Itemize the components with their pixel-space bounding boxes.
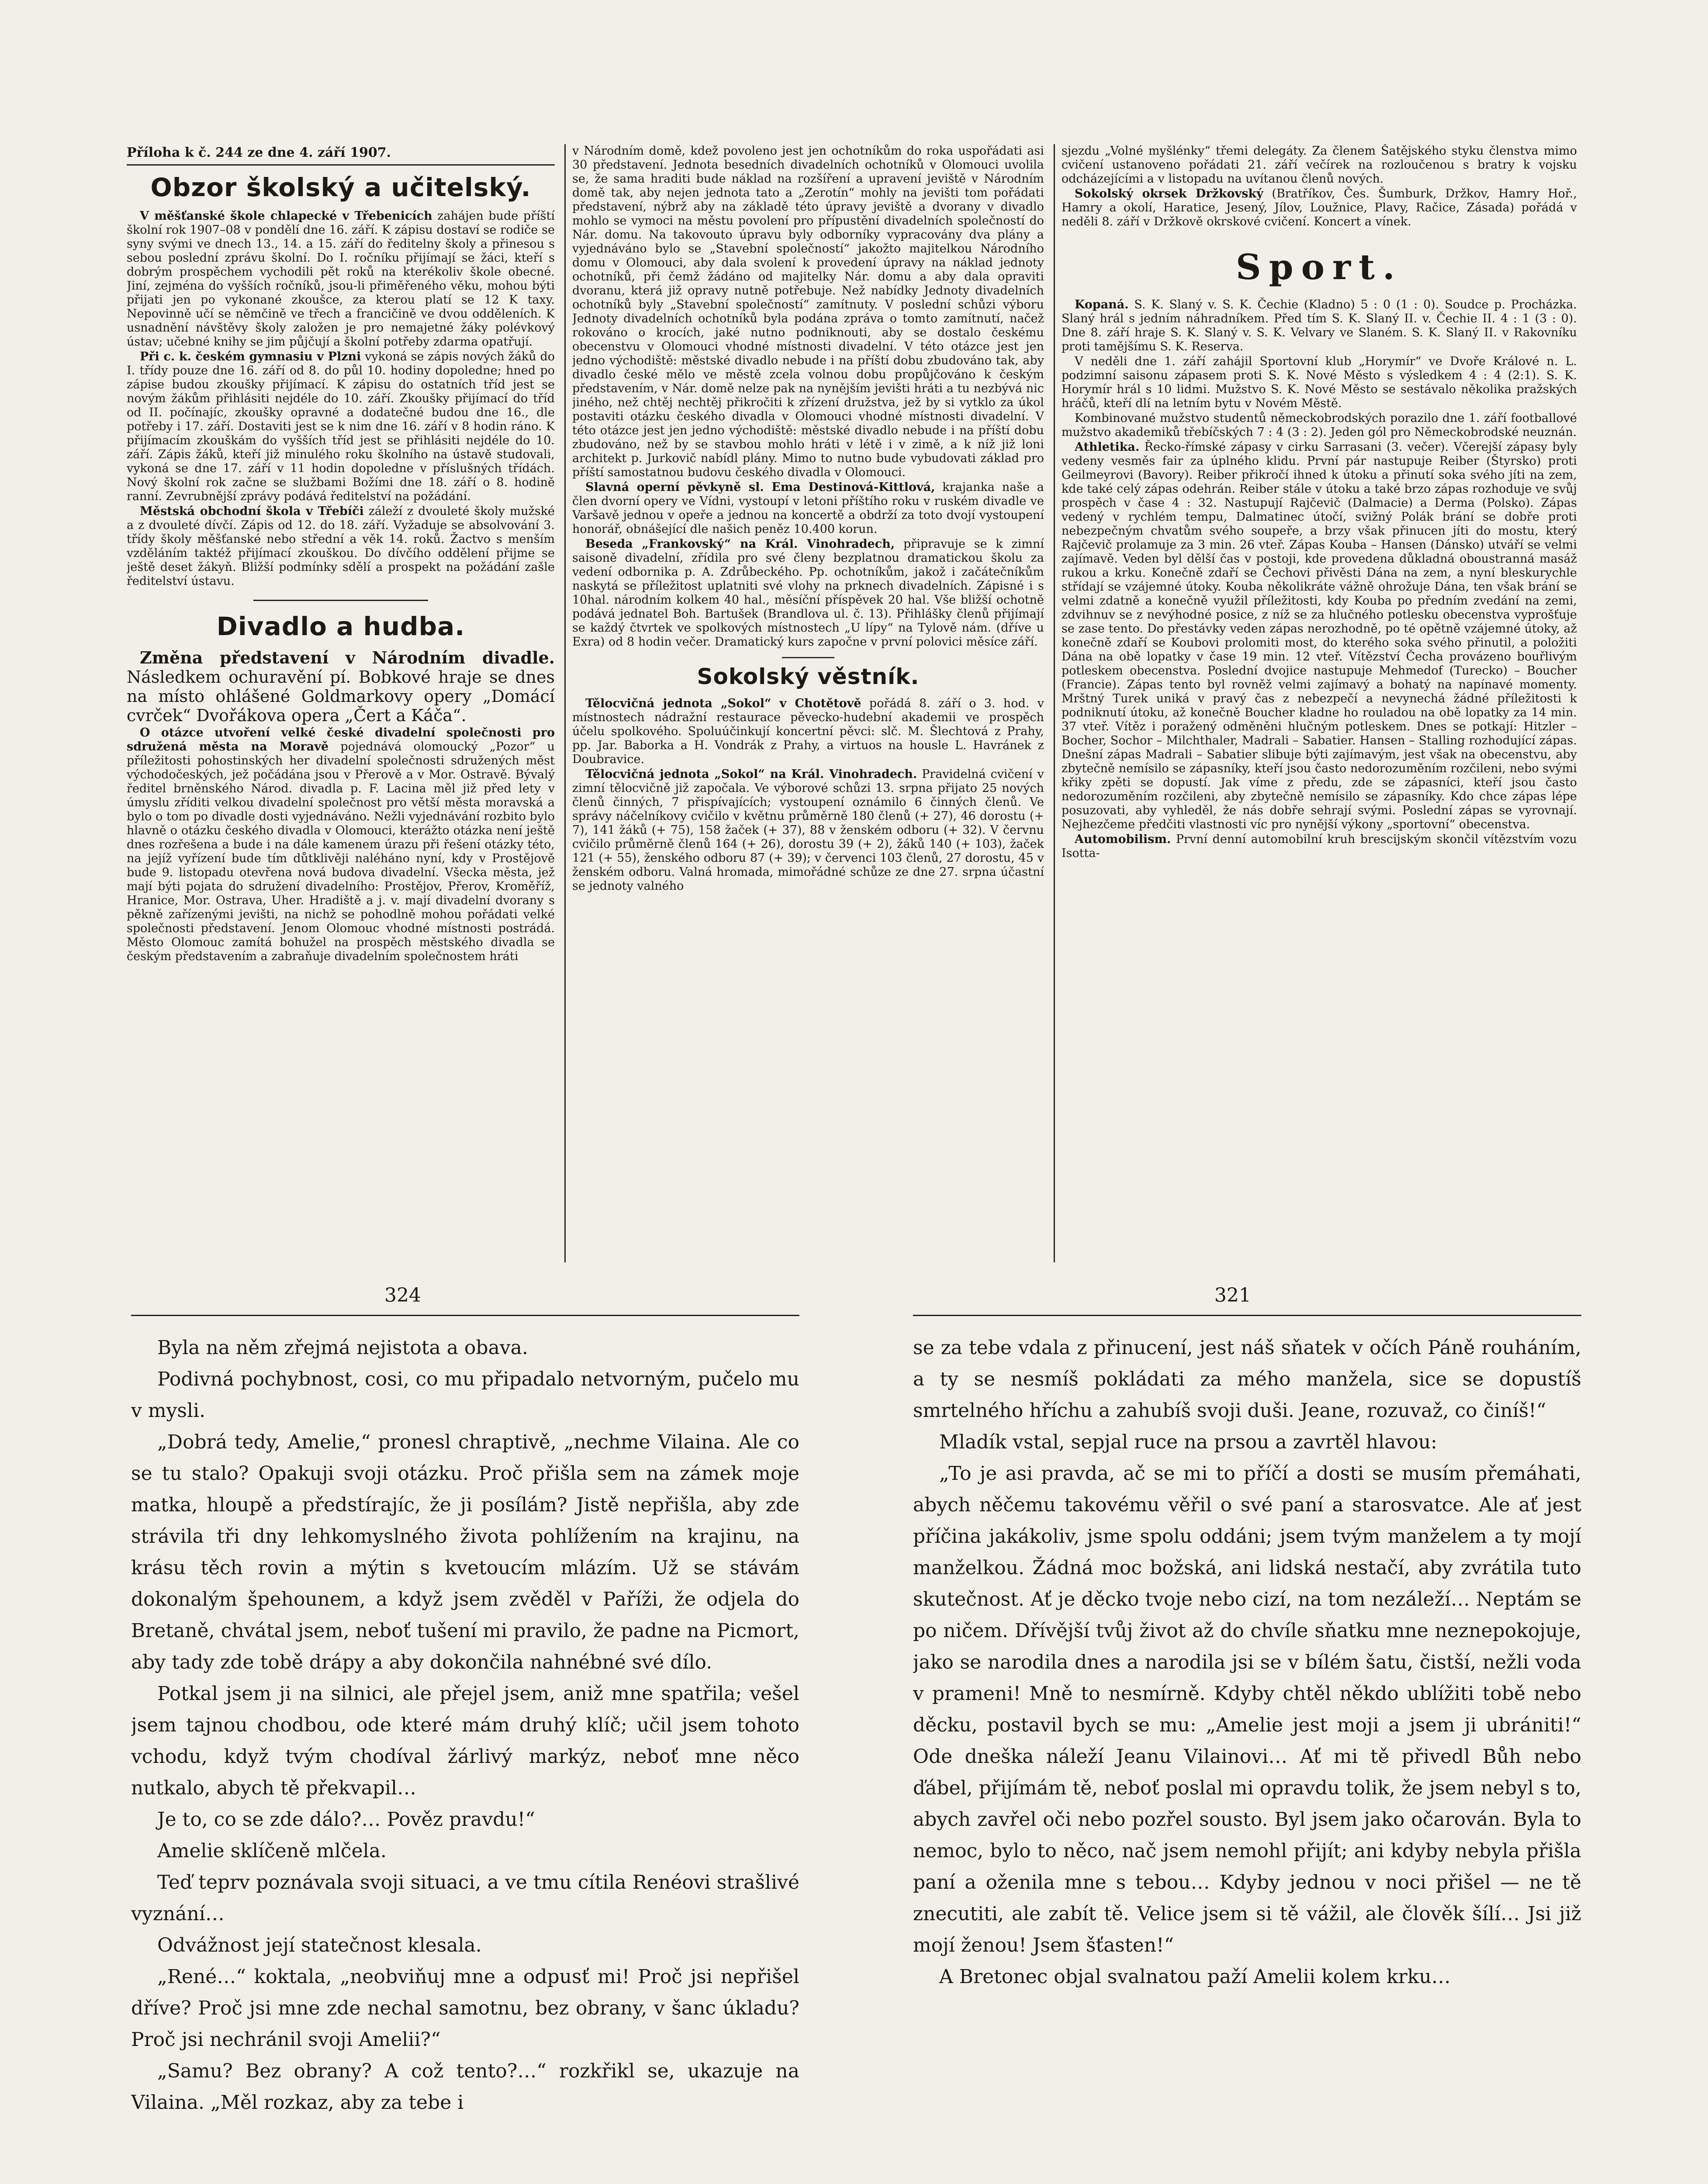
article: Sokolský okrsek Držkovský (Bratříkov, Čes. Šumburk, Držkov, Hamry Hoř., Hamry a okolí, Haratice, Jesený, Jílov, Loužnice, Plavy, Račice, Zásada) pořádá v neděli 8. září v Držkově okrskové cvičení. Koncert a vínek.	[1061, 187, 1577, 228]
article: Kombinované mužstvo studentů německobrodských porazilo dne 1. září footballové mužstvo akademiků třebíčských 7 : 4 (3 : 2). Jeden gól pro Německobrodské neuznán.	[1061, 411, 1577, 439]
section-title-sokol: Sokolský věstník.	[697, 664, 920, 689]
paragraph: Byla na něm zřejmá nejistota a obava.	[157, 1337, 528, 1359]
article: Městská obchodní škola v Třebíči záleží z dvouleté školy mužské a z dvouleté dívčí. Zápis od 12. do 18. září. Vyžaduje se absolvování 3. třídy školy měšťanské nebo střední a věk 14. roků. Žactvo s menším vzděláním taktéž přijímací zkouškou. Do dívčího oddělení přijme se ještě deset žákyň. Bližší podmínky sdělí a prospekt na požádání zašle ředitelství ústavu.	[127, 505, 555, 588]
article: V měšťanské škole chlapecké v Třebenicích zahájen bude příští školní rok 1907–08 v pondělí dne 16. září. K zápisu dostaví se rodiče se syny svými ve dnech 13., 14. a 15. září do ředitelny školy a přinesou s sebou poslední zprávu školní. Do I. ročníku přijímají se žáci, kteří s dobrým prospěchem vychodili pět roků na kterékoliv škole obecné. Jiní, zejména do vyšších ročníků, jsou-li přiměřeného věku, mohou býti přijati jen po vykonané zkoušce, za kterou platí se 12 K taxy. Nepovinně učí se němčině ve třech a francičině ve dvou odděleních. K usnadnění návštěvy školy založen je pro nemajetné žáky polévkový ústav; učebné knihy se jim půjčují a školní potřeby zdarma opatřují.	[127, 209, 555, 349]
column-rule	[564, 144, 566, 1262]
paragraph: Amelie sklíčeně mlčela.	[157, 1840, 387, 1862]
article: Automobilism. První denní automobilní kruh brescijským skončil vítězstvím vozu Isotta-	[1061, 833, 1577, 860]
article: Tělocvičná jednota „Sokol“ na Král. Vinohradech. Pravidelná cvičení v zimní tělocvičně již započala. Ve výborové schůzi 13. srpna přijato 25 nových členů činných, 7 přispívajících; vystoupení oznámilo 6 činných členů. Ve správy náčelníkovy cvičilo v květnu průměrně 180 členů (+ 27), 46 dorostu (+ 7), 141 žáků (+ 75), 158 žaček (+ 37), 88 v ženském odboru (+ 32). V červnu cvičilo průměrně členů 164 (+ 26), dorostu 39 (+ 2), žáků 140 (+ 103), žaček 121 (+ 55), ženského odboru 87 (+ 39); v červenci 103 členů, 27 dorostu, 45 v ženském odboru. Valná hromada, mimořádné schůze ze dne 27. srpna účastní se jednoty valného	[572, 767, 1044, 893]
divider	[913, 1315, 1581, 1316]
paragraph: Podivná pochybnost, cosi, co mu připadalo netvorným, pučelo mu v mysli.	[131, 1368, 799, 1422]
issue-header: Příloha k č. 244 ze dne 4. září 1907.	[127, 144, 555, 166]
paragraph: se za tebe vdala z přinucení, jest náš sňatek v očích Páně rouháním, a ty se nesmíš pokládati za mého manžela, sice se dopustíš smrtelného hříchu a zahubíš svoji duši. Jeane, rozuvaž, co činíš!“	[913, 1337, 1581, 1422]
article: sjezdu „Volné myšlénky“ třemi delegáty. Za členem Šatějského styku členstva mimo cvičení ustanoveno pořádati 21. září večírek na rozloučenou s bratry k vojsku odcházejícími a v listopadu na uvítanou členů nových.	[1061, 144, 1577, 186]
section-title-theatre: Divadlo a hudba.	[216, 612, 465, 641]
paragraph: Je to, co se zde dálo?… Pověz pravdu!“	[157, 1808, 535, 1831]
article: Athletika. Řecko-římské zápasy v cirku Sarrasani (3. večer). Včerejší zápasy byly vedeny vesměs fair za úplného klidu. První pár nastupuje Reiber (Štyrsko) proti Geilmeyrovi (Bavory). Reiber přikročí ihned k útoku a přinutí soka svého jíti na zem, kde také celý zápas odehrán. Reiber stále v útoku a také brzo zápas rozhoduje ve svůj prospěch v čase 4 : 32. Nastupují Rajčevič (Dalmacie) a Derma (Polsko). Zápas vedený v rychlém tempu, Dalmatinec útočí, svižný Polák brání se dobře proti nebezpečným chvatům svého soupeře, a brzy však přinucen jíti do mostu, který Rajčevič prolamuje za 3 min. 26 vteř. Zápas Kouba – Hansen (Dánsko) utváří se velmi zajímavě. Veden byl dělší čas v postoji, kde provedena důkladná oboustranná masáž rukou a krku. Konečně zdaří se Čechovi přivěsti Dána na zem, a nyní bleskurychle střídají se vzájemné útoky. Kouba několikráte vážně ohrožuje Dána, ten však brání se velmi zdatně a konečně využil příležitosti, kdy Kouba po předním zvedání na zemi, zdvihnuv se z nevýhodné posice, z níž se za hlučného potlesku obecenstva vyprošťuje se zase tento. Do přestávky veden zápas nerozhodně, po té opětně vzájemné útoky, až konečně zdaří se Koubovi prolomiti most, do kterého soka svého přinutil, a položiti Dána na obě lopatky v čase 19 min. 12 vteř. Vítězství Čecha provázeno bouřlivým potleskem obecenstva. Poslední dvojice nastupuje Mehmedof (Turecko) – Boucher (Francie). Zápas tento byl rovněž velmi zajímavý a bohatý na napínavé momenty. Mrštný Turek uniká v pravý čas z nebezpečí a nevynechá žádné příležitosti k podniknutí útoku, až konečně Boucher kladne ho rouladou na obě lopatky za 14 min. 37 vteř. Vítěz i poražený odměněni hlučným potleskem. Dnes se potkají: Hitzler – Bocher, Sochor – Milchthaler, Madrali – Sabatier. Hansen – Stalling rozhodující zápas. Dnešní zápas Madrali – Sabatier slibuje býti zajímavým, jest však na obecenstvu, aby zbytečně nemísilo se zápasníky, kteří jsou často nedorozuměním rozčileni, nebo svými křiky zpěti se dopustí. Jak víme z předu, zde se zápasníci, kteří jsou často nedorozuměním rozčileni, aby zbytečně nemísilo se zápasníky. Kdo chce zápas lépe posuzovati, aby vyhleděl, že nás dobře sehrají svými. Poslední zápas se vyrovnají. Nejhezčeme předčiti vlastnosti víc pro nynější výkony „sportovní“ obecenstva.	[1061, 440, 1577, 831]
column-2	[572, 144, 1044, 1267]
article: v Národním domě, kdež povoleno jest jen ochotníkům do roka uspořádati asi 30 představení. Jednota besedních divadelních ochotníků v Olomouci uvolila se, že sama hraditi bude náklad na rozšíření a upravení jeviště v Národním domě tak, aby nejen jednota tato a „Zerotín“ mohly na jevišti tom pořádati představení, nýbrž aby na základě této úpravy jeviště a dvorany v divadlo mohlo se vymoci na městu povolení pro přípustění divadelních společností do Nár. domu. Na takovouto úpravu byly odborníky vypracovány dva plány a vyjednáváno bylo se „Stavební společností“ jakožto majitelkou Národního domu v Olomouci, aby dala svolení k provedení úpravy na náklad jednoty ochotníků, při čemž žádáno od majitelky Nár. domu a aby dala opraviti dvoranu, která již opravy nutně potřebuje. Než nabídky Jednoty divadelních ochotníků byly „Stavební společností“ zamítnuty. V poslední schůzi výboru Jednoty divadelních ochotníků byla podána zpráva o tomto zamítnutí, načež rokováno o krocích, jaké nutno podniknouti, aby se dostalo českému obecenstvu v Olomouci vhodné místnosti divadelní. V této otázce jest jen jedno východiště: městské divadlo nebude i na příští dobu zbudováno tak, aby divadlo české mělo ve městě zcela volnou dobu propůjčováno k českým představením, v Nár. domě nelze pak na nynějším jevišti hráti a tu nezbývá nic jiného, než chtěj nechtěj přikročiti k zřízení družstva, jež by si vytklo za úkol postaviti otázku českého divadla v Olomouci vhodné místnosti divadelní. V této otázce jest jen jedno východiště: městské divadlo nebude i na příští dobu zbudováno, než by se stavbou mohlo hráti v létě i v zimě, a k níž již loni architekt p. Jurkovič nabídl plány. Mimo to nutno bude vybudovati základ pro příští samostatnou budovu českého divadla v Olomouci.	[572, 144, 1044, 479]
page-number-left: 324	[384, 1284, 421, 1306]
article: Kopaná. S. K. Slaný v. S. K. Čechie (Kladno) 5 : 0 (1 : 0). Soudce p. Procházka. Slaný hrál s jedním náhradníkem. Před tím S. K. Slaný II. v. Čechie II. 4 : 1 (3 : 0). Dne 8. září hraje S. K. Slaný v. S. K. Velvary ve Slaném. S. K. Slaný II. v Rakovníku proti tamějšímu S. K. Reserva.	[1061, 298, 1577, 353]
novel-column-left	[131, 1332, 799, 2184]
paragraph: Odvážnost její statečnost klesala.	[157, 1934, 482, 1956]
article: Tělocvičná jednota „Sokol“ v Chotětově pořádá 8. září o 3. hod. v místnostech nádražní restaurace pěvecko-hudební akademii ve prospěch účelu spolkového. Spoluúčinkují koncertní pěvci: slč. M. Šlechtová z Prahy, pp. Jar. Baborka a H. Vondrák z Prahy, a virtuos na housle L. Havránek z Doubravice.	[572, 697, 1044, 766]
column-rule	[1054, 144, 1055, 1262]
divider	[253, 600, 428, 601]
paragraph: „To je asi pravda, ač se mi to příčí a dosti se musím přemáhati, abych něčemu takovému věřil o své paní a starosvatce. Ale ať jest příčina jakákoliv, jsme spolu oddáni; jsem tvým manželem a ty mojí manželkou. Žádná moc božská, ani lidská nestačí, aby zvrátila tuto skutečnost. Ať je děcko tvoje nebo cizí, na tom nezáleží… Neptám se po ničem. Dřívější tvůj život až do chvíle sňatku mne neznepokojuje, jako se narodila dnes a narodila jsi se v bílém šatu, čistší, nežli voda v prameni! Mně to nesmírně. Kdyby chtěl někdo ublížiti tobě nebo děcku, postavil bych se mu: „Amelie jest moji a jsem ji ubrániti!“ Ode dneška náleží Jeanu Vilainovi… Ať mi tě přivedl Bůh nebo ďábel, přijímám tě, neboť poslal mi opravdu tolik, že jsem nebyl s to, abych zavřel oči nebo pozřel sousto. Byl jsem jako očarován. Byla to nemoc, bylo to něco, nač jsem nemohl přijít; ani kdyby nebyla přišla paní a oženila mne s tebou… Kdyby jednou v noci přišel — ne tě znecutiti, ale zabít tě. Velice jsem si tě vážil, ale člověk šílí… Jsi již mojí ženou! Jsem šťasten!“	[913, 1462, 1581, 1956]
newspaper-section	[127, 144, 1577, 1267]
paragraph: Mladík vstal, sepjal ruce na prsou a zavrtěl hlavou:	[939, 1431, 1438, 1453]
paragraph: Teď teprv poznávala svoji situaci, a ve tmu cítila Renéovi strašlivé vyznání…	[131, 1871, 799, 1925]
article: Při c. k. českém gymnasiu v Plzni vykoná se zápis nových žáků do I. třídy pouze dne 16. září od 8. do půl 10. hodiny dopoledne; hned po zápise budou zkoušky přijímací. K zápisu do ostatních tříd jest se novým žákům přihlásiti nejdéle do 10. září. Zkoušky přijímací do tříd od II. počínajíc, zkoušky opravné a dodatečné budou dne 16., dle potřeby i 17. září. Dostaviti jest se k nim dne 16. září v 8 hodin ráno. K přijímacím zkouškám do vyšších tříd jest se přihlásiti nejdéle do 10. září. Zápis žáků, kteří již minulého roku školního na ústavě studovali, vykoná se dne 17. září v 11 hodin dopoledne v příslušných třídách. Nový školní rok začne se službami Božími dne 18. září o 8. hodině ranní. Zevrubnější zprávy podává ředitelství na požádání.	[127, 350, 555, 503]
column-1	[127, 144, 555, 1267]
article: Beseda „Frankovský“ na Král. Vinohradech, připravuje se k zimní saisoně divadelní, zřídila pro své členy bezplatnou dramatickou školu za vedení odbornika p. A. Zdrůbeckého. Pp. ochotníkům, jakož i začátečníkům naskytá se příležitost uplatniti své vlohy na prknech divadelních. Zápisné i s 10hal. národním kolkem 40 hal., měsíční příspěvek 20 hal. Vše bližší ochotně podává jednatel Boh. Bartušek (Brandlova ul. č. 13). Přihlášky členů přijímají se každý čtvrtek ve spolkových místnostech „U lípy“ na Tylově nám. (dříve u Exra) od 8 hodin večer. Dramatický kurs započne v první polovici měsíce září.	[572, 537, 1044, 649]
paragraph: „René…“ koktala, „neobviňuj mne a odpusť mi! Proč jsi nepřišel dříve? Proč jsi mne zde nechal samotnu, bez obrany, v šanc úkladu? Proč jsi nechránil svoji Amelii?“	[131, 1966, 799, 2051]
column-3	[1061, 144, 1577, 1267]
article: V neděli dne 1. září zahájil Sportovní klub „Horymír“ ve Dvoře Králové n. L. podzimní saisonu zápasem proti S. K. Nové Město s výsledkem 4 : 4 (2:1). S. K. Horymír hrál s 10 lidmi. Mužstvo S. K. Nové Město se sestávalo několika pražských hráčů, kteří dlí na letním bytu v Novém Městě.	[1061, 355, 1577, 410]
paragraph: „Dobrá tedy, Amelie,“ pronesl chraptivě, „nechme Vilaina. Ale co se tu stalo? Opakuji svoji otázku. Proč přišla sem na zámek moje matka, hloupě a předstírajíc, že ji posílám? Jistě nepřišla, aby zde strávila tři dny lehkomyslného života pohlížením na krajinu, na krásu těch rovin a mýtin s kvetoucím mlázím. Už se stávám dokonalým špehounem, a když jsem zvěděl v Paříži, že odjela do Bretaně, chvátal jsem, neboť tušení mi pravilo, že padne na Picmort, aby tady zde tobě drápy a aby dokončila nahnébné své dílo.	[131, 1431, 799, 1673]
article: Změna představení v Národním divadle. Následkem ochuravění pí. Bobkové hraje se dnes na místo ohlášené Goldmarkovy opery „Domácí cvrček“ Dvořákova opera „Čert a Káča“.	[127, 648, 555, 725]
page-number-right: 321	[1214, 1284, 1251, 1306]
section-title-school: Obzor školský a učitelský.	[150, 173, 531, 202]
divider	[782, 657, 834, 658]
novel-column-right	[913, 1332, 1581, 2184]
paragraph: A Bretonec objal svalnatou paží Amelii kolem krku…	[939, 1966, 1451, 1988]
article: Slavná operní pěvkyně sl. Ema Destinová-Kittlová, krajanka naše a člen dvorní opery ve Vídni, vystoupí v letoni příštího roku v ruském divadle ve Varšavě jednou v opeře a jednou na koncertě a obdrží za toto dvojí vystoupení honorář, obnášející dle našich peněz 10.400 korun.	[572, 480, 1044, 536]
section-title-sport: Sport.	[1235, 246, 1403, 287]
divider	[131, 1315, 799, 1316]
paragraph: „Samu? Bez obrany? A což tento?…“ rozkřikl se, ukazuje na Vilaina. „Měl rozkaz, aby za tebe i	[131, 2060, 799, 2114]
paragraph: Potkal jsem ji na silnici, ale přejel jsem, aniž mne spatřila; vešel jsem tajnou chodbou, ode které mám druhý klíč; učil jsem tohoto vchodu, když tvým chodíval žárlivý markýz, neboť mne něco nutkalo, abych tě překvapil…	[131, 1683, 799, 1799]
article: O otázce utvoření velké české divadelní společnosti pro sdružená města na Moravě pojednává olomoucký „Pozor“ u příležitosti pohostinských her divadelní společnosti sdružených měst východočeských, jež počádána jsou v Přerově a v Mor. Ostravě. Bývalý ředitel brněnského Národ. divadla p. F. Lacina měl již před lety v úmyslu zříditi velkou divadelní společnost pro větší města moravská a bylo o tom po divadle dosti vyjednáváno. Nežli vyjednávání rozbito bylo hlavně o otázku českého divadla v Olomouci, kterážto otázka není ještě dnes rozřešena a bude i na dále kamenem úrazu při řešení otázky této, na jejíž vyřízení bude tím důtklivěji naléháno nyní, kdy v Prostějově bude 9. listopadu otevřena nová budova divadelní. Všecka města, jež mají býti pojata do sdružení divadelního: Prostějov, Přerov, Kroměříž, Hranice, Mor. Ostrava, Uher. Hradiště a j. v. mají divadelní dvorany s pěkně zařízenými jevišti, na nichž se pohodlně mohou pořádati velké společnosti představení. Jenom Olomouc vhodné místnosti postrádá. Město Olomouc zamítá bohužel na prospěch městského divadla se českým představením a zabraňuje divadelním společnostem hráti	[127, 726, 555, 963]
